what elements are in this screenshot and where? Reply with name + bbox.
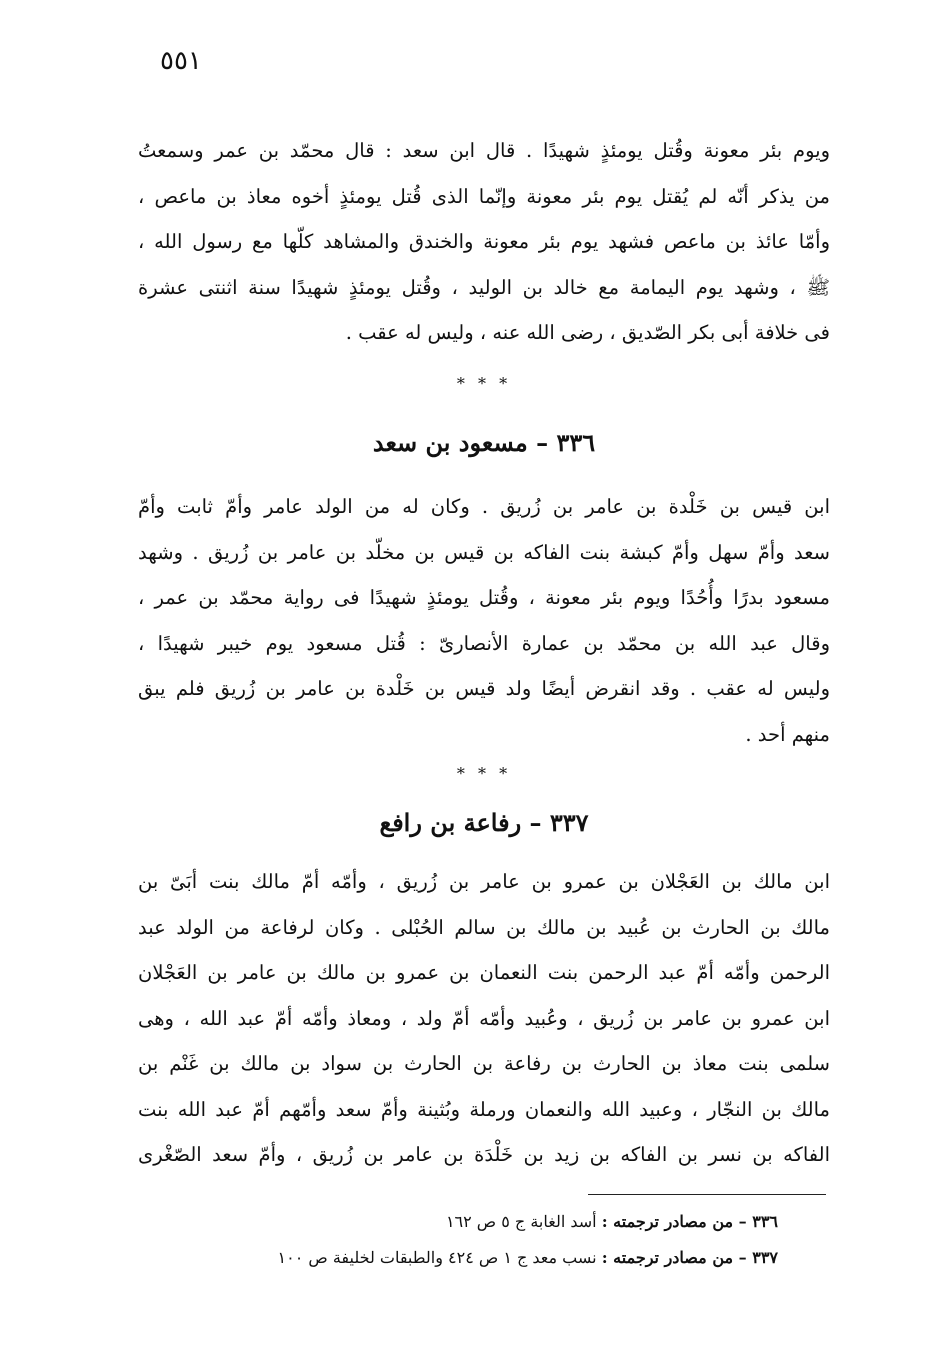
section-heading-336: ٣٣٦ – مسعود بن سعد — [372, 428, 596, 457]
text-line: فى خلافة أبى بكر الصّديق ، رضى الله عنه ، وليس له عقب . — [345, 321, 830, 344]
footnote-336 — [446, 1212, 778, 1231]
footnote-label: ٣٣٧ – من مصادر ترجمته : — [601, 1248, 778, 1267]
text-line: سعد وأمّ سهل وأمّ كبشة بنت الفاكه بن قيس بن مخلّد بن عامر بن زُريق . وشهد — [138, 540, 830, 564]
footnote-337 — [278, 1248, 778, 1267]
footnote-text: نسب معد ج ١ ص ٤٢٤ والطبقات لخليفة ص ١٠٠ — [277, 1248, 602, 1267]
text-line: مالك بن النجّار ، وعبيد الله والنعمان ورملة وبُثينة وأمّ سعد وأمّهم أمّ عبد الله بنت — [138, 1097, 830, 1121]
section-separator: * * * — [456, 764, 512, 783]
section-336-paragraph — [138, 484, 830, 757]
text-line: ﷺ ، وشهد يوم اليمامة مع خالد بن الوليد ، وقُتل يومئذٍ شهيدًا سنة اثنتى عشرة — [138, 275, 830, 299]
text-line: منهم أحد . — [745, 722, 830, 746]
text-line: ابن قيس بن خَلْدة بن عامر بن زُريق . وكان له من الولد عامر وأمّ ثابت وأمّ — [138, 495, 830, 518]
intro-paragraph — [138, 128, 830, 356]
page-number: ٥٥١ — [160, 46, 202, 76]
text-line: من يذكر أنّه لم يُقتل يوم بئر معونة وإنّما الذى قُتل يومئذٍ أخوه معاذ بن ماعص ، — [138, 184, 830, 208]
text-line: سلمى بنت معاذ بن الحارث بن رفاعة بن الحارث بن سواد بن مالك بن غَنْم بن — [138, 1052, 830, 1075]
text-line: ابن مالك بن العَجْلان بن عمرو بن عامر بن زُريق ، وأمّه أمّ مالك بنت أبَىّ بن — [138, 870, 830, 893]
text-line: ابن عمرو بن عامر بن زُريق ، وعُبيد وأمّه أمّ ولد ، ومعاذ وأمّه أمّ عبد الله ، وهى — [138, 1006, 830, 1030]
text-line: مالك بن الحارث بن عُبيد بن مالك بن سالم الحُبْلى . وكان لرفاعة من الولد عبد — [138, 915, 830, 939]
text-line: وقال عبد الله بن محمّد بن عمارة الأنصارىّ : قُتل مسعود يوم خيبر شهيدًا ، — [138, 631, 830, 655]
text-line: ويوم بئر معونة وقُتل يومئذٍ شهيدًا . قال ابن سعد : قال محمّد بن عمر وسمعتُ — [138, 139, 830, 162]
footnote-divider — [588, 1194, 826, 1195]
text-line: وليس له عقب . وقد انقرض أيضًا ولد قيس بن خَلْدة بن عامر بن زُريق فلم يبق — [138, 677, 830, 700]
footnote-text: أسد الغابة ج ٥ ص ١٦٢ — [445, 1212, 602, 1231]
footnote-label: ٣٣٦ – من مصادر ترجمته : — [601, 1212, 778, 1231]
section-separator: * * * — [456, 374, 512, 393]
text-line: الرحمن وأمّه أمّ عبد الرحمن بنت النعمان بن عمرو بن مالك بن عامر بن العَجْلان — [138, 961, 830, 984]
text-line: وأمّا عائذ بن ماعص فشهد يوم بئر معونة والخندق والمشاهد كلّها مع رسول الله ، — [138, 230, 830, 253]
section-337-paragraph — [138, 859, 830, 1178]
text-line: الفاكه بن نسر بن الفاكه بن زيد بن خَلْدَة بن عامر بن زُريق ، وأمّ سعد الصّغْرى — [138, 1143, 830, 1166]
text-line: مسعود بدرًا وأُحُدًا ويوم بئر معونة ، وقُتل يومئذٍ شهيدًا فى رواية محمّد بن عمر ، — [138, 586, 830, 609]
section-heading-337: ٣٣٧ – رفاعة بن رافع — [379, 808, 589, 837]
